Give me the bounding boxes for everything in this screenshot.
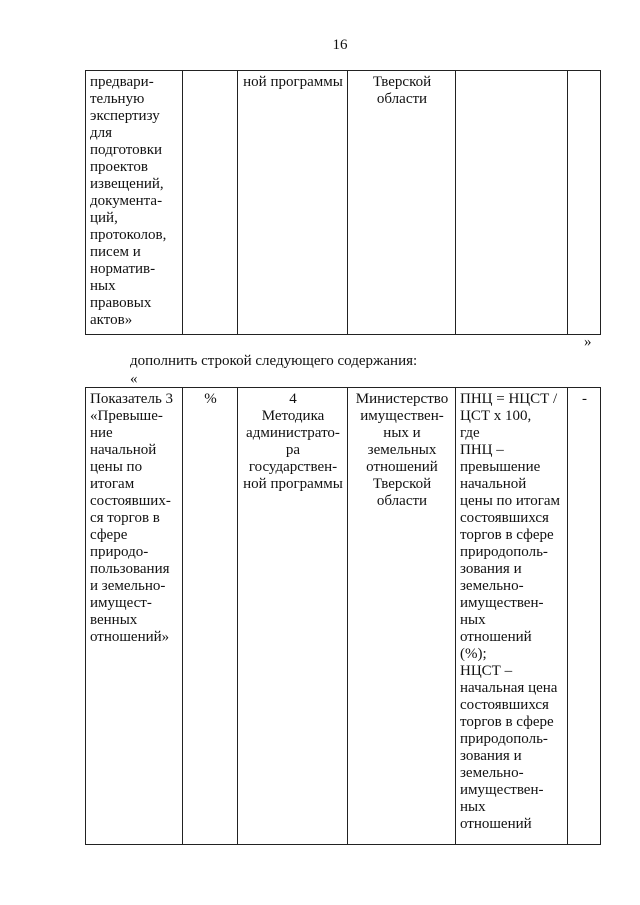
- table-continuation: [85, 70, 601, 335]
- closing-quote: »: [584, 334, 592, 350]
- table-row: [86, 388, 601, 845]
- responsible-cell: Министерство имуществен- ных и земельных отношений Тверской области: [348, 388, 456, 845]
- indicator-name-cell: предвари- тельную экспертизу для подготовки проектов извещений, документа- ций, протоколов, писем и норматив- ных правовых актов»: [86, 71, 183, 335]
- table-row: [86, 71, 601, 335]
- opening-quote: «: [130, 371, 138, 387]
- source-cell: ной программы: [238, 71, 348, 335]
- page-number: 16: [332, 37, 348, 53]
- responsible-cell: Тверской области: [348, 71, 456, 335]
- note-cell: [568, 71, 601, 335]
- note-cell: -: [568, 388, 601, 845]
- unit-cell: [183, 71, 238, 335]
- unit-cell: %: [183, 388, 238, 845]
- source-cell: 4 Методика администрато- ра государствен- ной программы: [238, 388, 348, 845]
- instruction-text: дополнить строкой следующего содержания:: [130, 353, 418, 369]
- formula-cell: ПНЦ = НЦСТ / ЦСТ х 100, где ПНЦ – превышение начальной цены по итогам состоявшихся торгов в сфере природополь- зования и земельно- имуществен- ных отношений (%); НЦСТ – начальная цена состоявшихся торгов в сфере природополь- зования и земельно- имуществен- ных отношений: [456, 388, 568, 845]
- table-new-row: [85, 387, 601, 845]
- indicator-name-cell: Показатель 3 «Превыше- ние начальной цены по итогам состоявших- ся торгов в сфере природо- пользования и земельно- имущест- венных отношений»: [86, 388, 183, 845]
- formula-cell: [456, 71, 568, 335]
